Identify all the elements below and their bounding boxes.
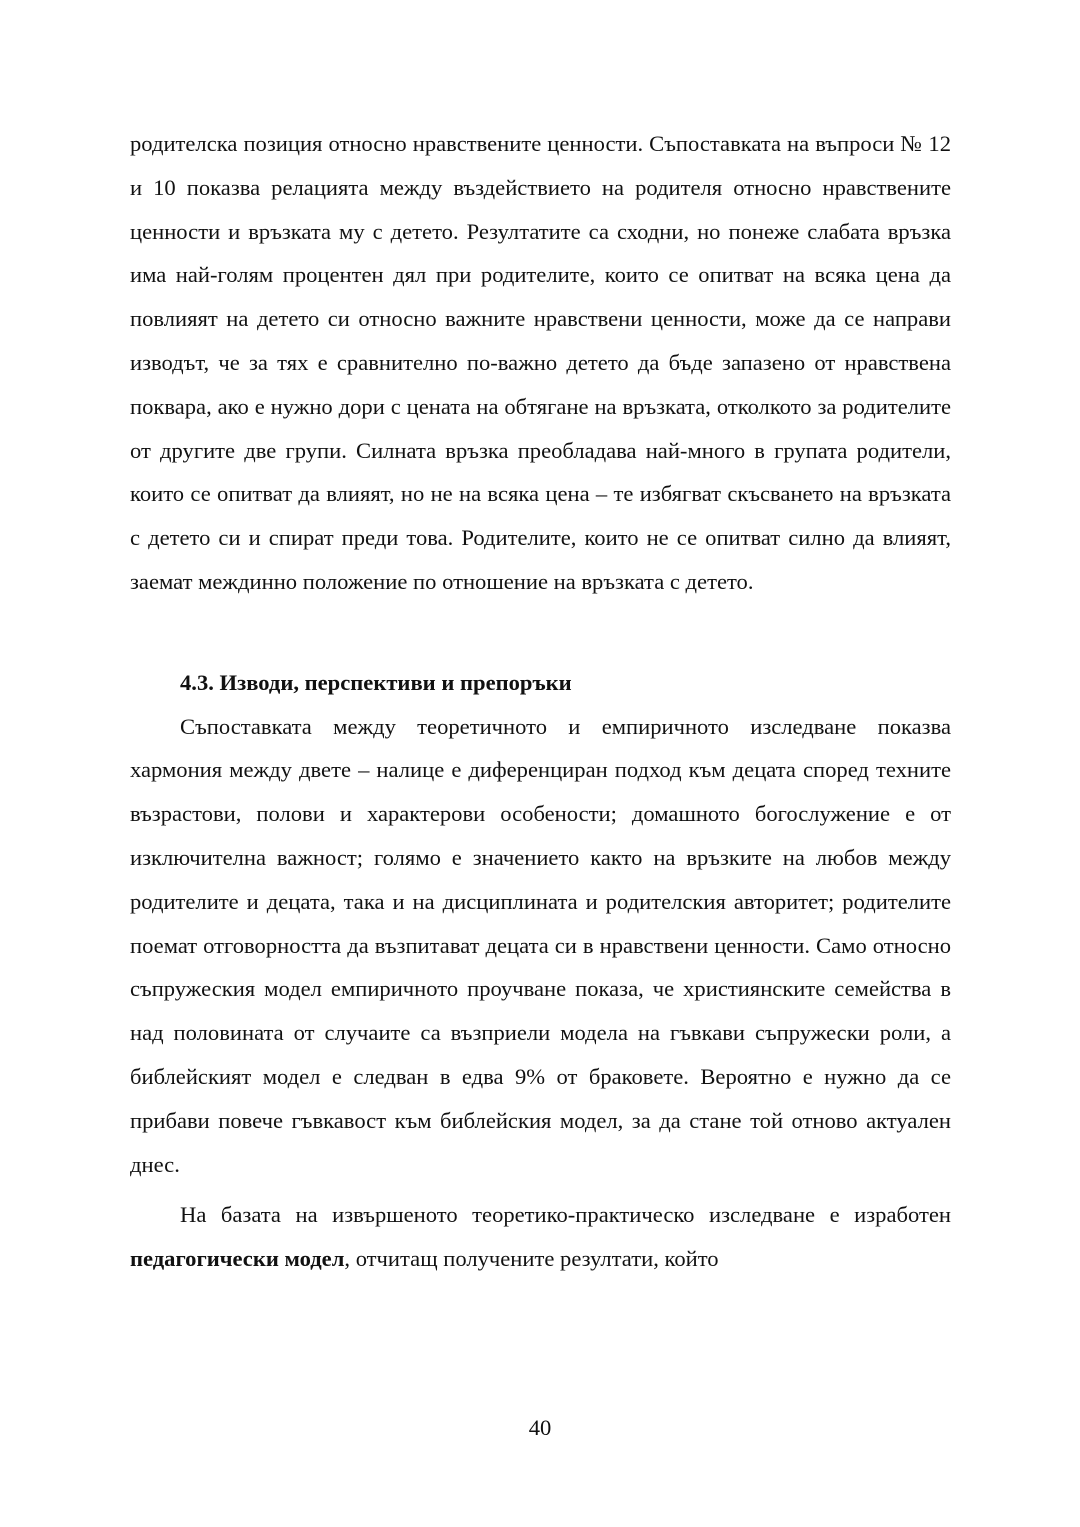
section-heading: 4.3. Изводи, перспективи и препоръки: [180, 669, 572, 695]
body-paragraph-1: родителска позиция относно нравствените ценности. Съпоставката на въпроси № 12 и 10 показва релацията между въздействието на родителя относно нравствените ценности и връзката му с детето. Резултатите са сходни, но понеже слабата връзка има най-голям процентен дял при родителите, които се опитват на всяка цена да повлияят на детето си относно важните нравствени ценности, може да се направи изводът, че за тях е сравнително по-важно детето да бъде запазено от нравствена поквара, ако е нужно дори с цената на обтягане на връзката, отколкото за родителите от другите две групи. Силната връзка преобладава най-много в групата родители, които се опитват да влияят, но не на всяка цена – те избягват скъсването на връзката с детето си и спират преди това. Родителите, които не се опитват силно да влияят, заемат междинно положение по отношение на връзката с детето.: [130, 131, 951, 594]
paragraph-3-start: На базата на извършеното теоретико-практическо изследване е изработен: [180, 1202, 951, 1228]
document-page: [130, 122, 951, 1281]
emphasized-term: педагогически модел: [130, 1246, 345, 1272]
page-number: 40: [528, 1415, 552, 1440]
paragraph-3-end: , отчитащ получените резултати, който: [344, 1246, 719, 1272]
body-paragraph-2: Съпоставката между теоретичното и емпиричното изследване показва хармония между двете – налице е диференциран подход към децата според техните възрастови, полови и характерови особености; домашното богослужение е от изключителна важност; голямо е значението както на връзките на любов между родителите и децата, така и на дисциплината и родителския авторитет; родителите поемат отговорността да възпитават децата си в нравствени ценности. Само относно съпружеския модел емпиричното проучване показа, че християнските семейства в над половината от случаите са възприели модела на гъвкави съпружески роли, а библейският модел е следван в едва 9% от браковете. Вероятно е нужно да се прибави повече гъвкавост към библейския модел, за да стане той отново актуален днес.: [130, 713, 951, 1177]
body-paragraph-3: [130, 1193, 951, 1281]
